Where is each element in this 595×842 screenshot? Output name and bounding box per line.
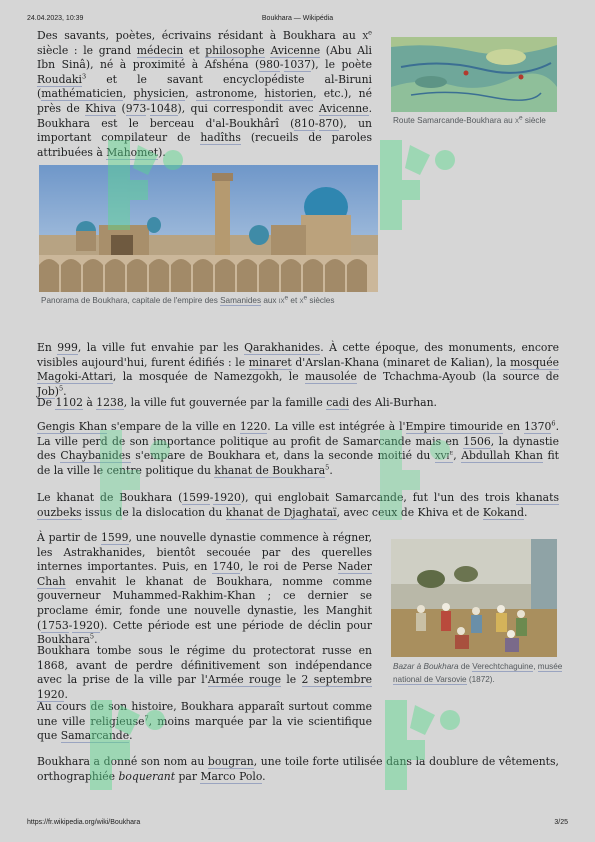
link-qarakhanides[interactable]: Qarakhanides [244,341,321,354]
bazar-caption: Bazar à Boukhara de Verechtchaguine, musée national de Varsovie (1872). [393,662,563,684]
link-roudaki[interactable]: Roudaki [37,72,82,86]
link-djaghatai[interactable]: khanat de Djaghataï [225,505,337,519]
paragraph-astrakhanides: À partir de 1599, une nouvelle dynastie commence à régner, les Astrakhanides, bientôt secouée par des querelles internes importantes. Puis, en 1740, le roi de Perse Nader Chah envahit le khanat de Boukhara, nomme comme gouverneur Muhammed-Rakhim-Khan ; ce dernier se proclame émir, fonde une nouvelle dynastie, les Manghit (1753-1920). Cette période est une période de déclin pour Boukhara$^5$. [37,531,372,647]
link-hadiths[interactable]: hadîths [200,131,241,145]
link-2-septembre[interactable]: 2 septembre [301,673,373,687]
ref-6[interactable]: 6 [551,419,556,428]
link-physicien[interactable]: physicien [133,87,186,101]
paragraph-protectorat: Boukhara tombe sous le régime du protectorat russe en 1868, avant de perdre définitivement son indépendance avec la prise de la ville par l'Armée rouge le 2 septembre 1920. [37,644,373,701]
bazar-painting[interactable] [391,539,557,657]
paragraph-qarakhanides: En 999, la ville fut envahie par les Qarakhanides. À cette époque, des monuments, encore visibles aujourd'hui, furent édifiés : le minaret d'Arslan-Khana (minaret de Kalian), la mosquée Magoki-Attari, la mosquée de Namezgokh, le mausolée de Tchachma-Ayoub (la source de Job)$^5$. [37,341,559,398]
link-xvie[interactable]: xvi$^e$ [434,448,454,463]
ref-7[interactable]: 7 [144,714,149,722]
watermark-logo [360,120,480,230]
link-1506[interactable]: 1506 [463,434,491,448]
link-1102[interactable]: 1102 [55,396,83,409]
link-gengis-khan[interactable]: Gengis Khan [37,420,108,433]
link-1920[interactable]: 1920 [213,491,241,504]
link-minaret[interactable]: minaret [248,355,292,369]
link-marco-polo[interactable]: Marco Polo [200,769,263,783]
print-date: 24.04.2023, 10:39 [27,15,84,22]
link-chaybanides[interactable]: Chaybanides [60,449,131,463]
link-1037[interactable]: 1037 [283,58,311,72]
link-historien[interactable]: historien [264,87,314,101]
link-musee-varsovie[interactable]: musée national de Varsovie [393,662,563,684]
ref-5c[interactable]: 5 [89,632,95,641]
panorama-image[interactable] [39,165,378,292]
link-mosquee[interactable]: mosquée [510,355,559,369]
ref-5b[interactable]: 5 [325,463,330,472]
link-armee-rouge[interactable]: Armée rouge [207,673,281,687]
paragraph-gengis-khan: Gengis Khan s'empare de la ville en 1220. La ville est intégrée à l'Empire timouride en 1370$^6$. La ville perd de son importance politique au profit de Samarcande mais en 1506, la dynastie des Chaybanides s'empare de Boukhara et, dans la seconde moitié du xvi$^e$, Abdullah Khan fit de la ville le centre politique du khanat de Boukhara$^5$. [37,419,560,477]
link-mahomet[interactable]: Mahomet [106,145,159,159]
paragraph-savants: Des savants, poètes, écrivains résidant à Boukhara au $x^e$ siècle : le grand médecin et philosophe Avicenne (Abu Ali Ibn Sinâ), né à proximité à Afshéna (980-1037), le poète Roudaki$^3$ et le savant encyclopédiste al-Biruni (mathématicien, physicien, astronome, historien, etc.), né près de Khiva (973-1048), qui correspondit avec Avicenne. Boukhara est le berceau d'al-Boukhârî (810-870), un important compilateur de hadîths (recueils de paroles attribuées à Mahomet). [37,28,373,159]
link-mausolee[interactable]: mausolée [305,370,357,384]
print-title: Boukhara — Wikipédia [261,15,334,22]
page-number: 3/25 [554,819,568,826]
link-samanides[interactable]: Samanides [220,296,262,305]
link-cadi[interactable]: cadi [326,396,350,409]
link-1920c[interactable]: 1920 [37,687,65,701]
paragraph-bougran: Boukhara a donné son nom au bougran, une toile forte utilisée dans la doublure de vêtements, orthographiée boquerant par Marco Polo. [37,755,559,783]
ref-3[interactable]: 3 [81,72,87,81]
ref-5[interactable]: 5 [58,384,64,393]
link-job[interactable]: Job [37,384,55,398]
link-khanat-boukhara[interactable]: khanat de Boukhara [214,463,326,477]
link-1740[interactable]: 1740 [212,560,240,574]
link-973[interactable]: 973 [125,101,147,115]
link-1238[interactable]: 1238 [96,396,124,409]
link-810[interactable]: 810 [294,116,315,130]
page-url[interactable]: https://fr.wikipedia.org/wiki/Boukhara [27,819,141,826]
link-samarcande[interactable]: Samarcande [60,729,130,743]
link-ouzbeks[interactable]: ouzbeks [37,505,82,519]
link-1220[interactable]: 1220 [239,420,268,433]
link-verechtchaguine[interactable]: Verechtchaguine [472,662,534,671]
link-nader-chah[interactable]: Nader Chah [37,560,372,588]
link-980[interactable]: 980 [259,58,280,72]
paragraph-religieuse: Au cours de son histoire, Boukhara apparaît surtout comme une ville religieuse$^7$, moins marquée par la vie scientifique que Samarcande. [37,700,372,743]
link-1370[interactable]: 1370 [523,420,552,433]
link-khiva[interactable]: Khiva [85,101,117,115]
link-1048[interactable]: 1048 [150,101,178,115]
paragraph-ali-burhan: De 1102 à 1238, la ville fut gouvernée par la famille cadi des Ali-Burhan. [37,396,437,409]
map-caption: Route Samarcande-Boukhara au $x^e$ siècle [393,114,546,125]
link-abdullah-khan[interactable]: Abdullah Khan [461,449,543,463]
panorama-caption: Panorama de Boukhara, capitale de l'empire des Samanides aux $ix^e$ et $x^e$ siècles [41,294,335,305]
link-mathematicien[interactable]: mathématicien [41,87,123,101]
link-1920b[interactable]: 1920 [72,618,100,632]
link-empire-timouride[interactable]: Empire timouride [405,420,503,433]
link-1599b[interactable]: 1599 [101,531,129,544]
link-999[interactable]: 999 [57,341,78,354]
map-image[interactable] [391,37,557,112]
link-medecin[interactable]: médecin [136,43,184,57]
link-astronome[interactable]: astronome [195,87,254,101]
link-kokand[interactable]: Kokand [482,505,524,519]
link-bougran[interactable]: bougran [207,755,254,768]
link-magoki-attari[interactable]: Magoki-Attari [37,370,113,384]
link-1599[interactable]: 1599 [182,491,210,504]
link-khanats[interactable]: khanats [515,491,560,504]
paragraph-khanat: Le khanat de Boukhara (1599-1920), qui englobait Samarcande, fut l'un des trois khanats ouzbeks issus de la dislocation du khanat de Djaghataï, avec ceux de Khiva et de Kokand. [37,491,560,519]
link-870[interactable]: 870 [318,116,340,130]
link-1753[interactable]: 1753 [41,618,69,632]
link-avicenne-2[interactable]: Avicenne [318,101,369,115]
link-avicenne[interactable]: Avicenne [270,43,321,57]
link-philosophe[interactable]: philosophe [205,43,265,57]
